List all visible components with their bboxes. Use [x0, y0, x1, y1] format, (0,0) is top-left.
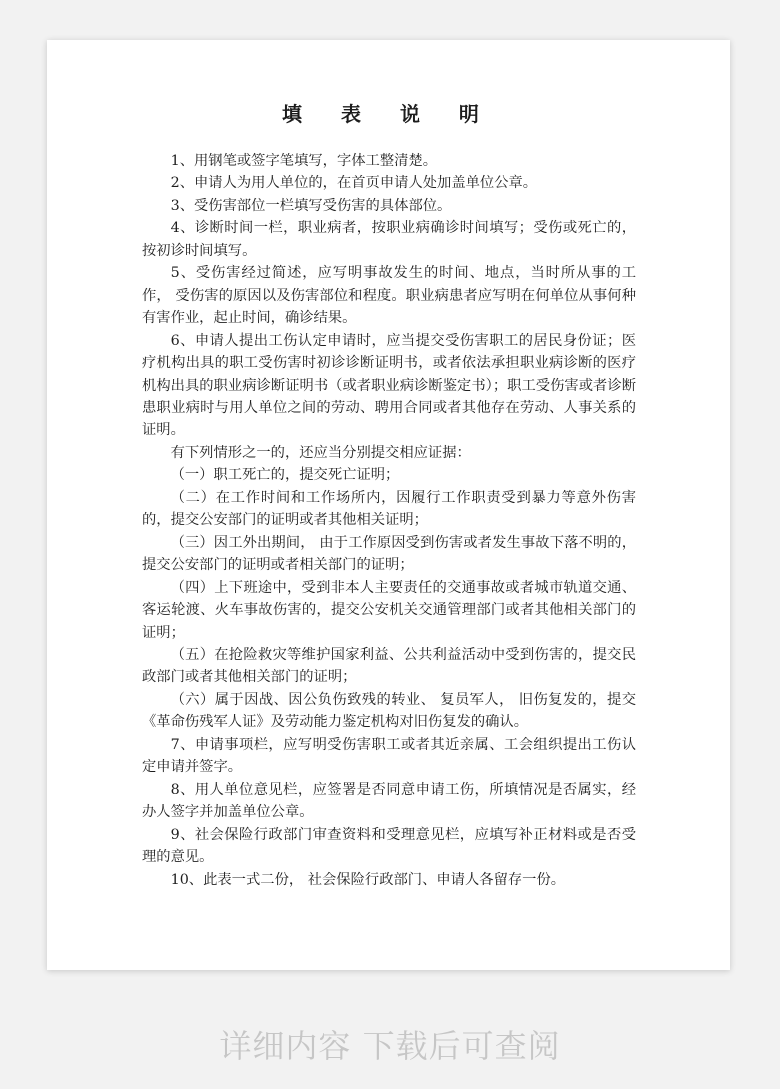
paragraph: 8、用人单位意见栏，应签署是否同意申请工伤，所填情况是否属实，经办人签字并加盖单位公章。: [142, 781, 636, 821]
paragraph: 10、此表一式二份， 社会保险行政部门、申请人各留存一份。: [170, 871, 566, 888]
paragraph: （六）属于因战、因公负伤致残的转业、 复员军人， 旧伤复发的，提交《革命伤残军人证》及劳动能力鉴定机构对旧伤复发的确认。: [142, 691, 636, 731]
paragraph: 6、申请人提出工伤认定申请时，应当提交受伤害职工的居民身份证；医疗机构出具的职工受伤害时初诊诊断证明书，或者依法承担职业病诊断的医疗机构出具的职业病诊断证明书（或者职业病诊断鉴定书）；职工受伤害或者诊断患职业病时与用人单位之间的劳动、聘用合同或者其他存在劳动、人事关系的证明。: [142, 332, 636, 439]
paragraph: 有下列情形之一的，还应当分别提交相应证据：: [170, 444, 471, 461]
paragraph: 4、诊断时间一栏，职业病者，按职业病确诊时间填写；受伤或死亡的，按初诊时间填写。: [142, 220, 636, 259]
document-page: [47, 40, 730, 970]
paragraph: 5、受伤害经过简述，应写明事故发生的时间、地点，当时所从事的工作， 受伤害的原因以及伤害部位和程度。职业病患者应写明在何单位从事何种有害作业，起止时间，确诊结果。: [142, 265, 636, 327]
paragraph: （三）因工外出期间， 由于工作原因受到伤害或者发生事故下落不明的，提交公安部门的证明或者相关部门的证明；: [142, 534, 636, 574]
paragraph: 1、用钢笔或签字笔填写，字体工整清楚。: [170, 153, 438, 169]
paragraph: （二）在工作时间和工作场所内，因履行工作职责受到暴力等意外伤害的，提交公安部门的证明或者其他相关证明；: [142, 489, 636, 529]
document-body: [142, 150, 636, 891]
document-title: 填 表 说 明: [282, 102, 495, 126]
paragraph: 9、社会保险行政部门审查资料和受理意见栏，应填写补正材料或是否受理的意见。: [142, 826, 636, 866]
download-prompt: 详细内容 下载后可查阅: [219, 1027, 561, 1065]
paragraph: （一）职工死亡的，提交死亡证明；: [170, 467, 400, 484]
paragraph: （四）上下班途中，受到非本人主要责任的交通事故或者城市轨道交通、客运轮渡、火车事故伤害的，提交公安机关交通管理部门或者其他相关部门的证明；: [142, 579, 636, 641]
paragraph: 7、申请事项栏，应写明受伤害职工或者其近亲属、工会组织提出工伤认定申请并签字。: [142, 736, 636, 776]
paragraph: 3、受伤害部位一栏填写受伤害的具体部位。: [170, 197, 452, 214]
paragraph: （五）在抢险救灾等维护国家利益、公共利益活动中受到伤害的，提交民政部门或者其他相关部门的证明；: [142, 646, 636, 686]
paragraph: 2、申请人为用人单位的，在首页申请人处加盖单位公章。: [170, 175, 538, 192]
